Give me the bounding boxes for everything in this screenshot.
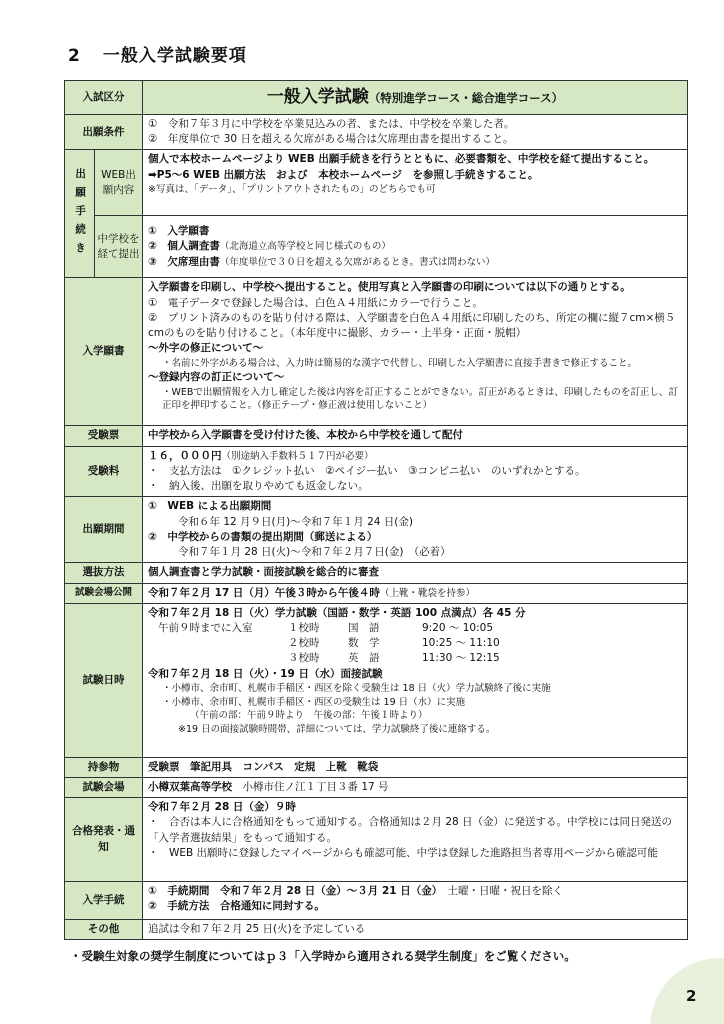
period-1-title: ① WEB による出願期間 [148, 500, 272, 513]
label-juken: 受験票 [65, 426, 143, 446]
condition-2: ② 年度単位で 30 日を超える欠席がある場合は欠席理由書を提出すること。 [148, 133, 514, 146]
nichiji-line-2: 令和７年２月 18 日（火）・19 日（水）面接試験 [148, 667, 383, 680]
row-gansho [65, 278, 688, 426]
row-jouken [65, 115, 688, 150]
goukaku-line-1: 令和７年２月 28 日（金）９時 [148, 801, 296, 814]
label-koukai: 試験会場公開 [65, 583, 143, 603]
row-web [65, 150, 688, 216]
nichiji-line-1: 令和７年２月 18 日（火）学力試験（国語・数学・英語 100 点満点）各 45 分 [148, 606, 526, 619]
period-time: 10:25 ～ 11:10 [422, 637, 500, 650]
goukaku-line-3: ・ WEB 出願時に登録したマイページからも確認可能、中学は登録した進路担当者専用ページから確認可能 [148, 846, 658, 859]
period-label: ２校時 [288, 637, 320, 650]
koukai-note: （上靴・靴袋を持参） [379, 587, 475, 599]
senbatsu-text: 個人調査書と学力試験・面接試験を総合的に審査 [143, 563, 688, 583]
nyugaku-line-2: ② 手続方法 合格通知に同封する。 [148, 900, 325, 913]
row-nyugaku [65, 882, 688, 920]
exam-type-title: 一般入学試験 [266, 87, 369, 108]
nichiji-line-5: （午前の部：午前９時より 午後の部：午後１時より） [190, 710, 428, 722]
row-ryou [65, 446, 688, 497]
doc-3-note: （年度単位で３０日を超える欠席があるとき。書式は問わない） [219, 256, 496, 268]
goukaku-line-2: ・ 合否は本人に合格通知をもって通知する。合格通知は２月 28 日（金）に発送する。中学校には同日発送の「入学者選抜結果」をもって通知する。 [148, 816, 673, 844]
nichiji-line-3: ・小樽市、余市町、札幌市手稲区・西区を除く受験生は 18 日（火）学力試験終了後に実施 [162, 682, 551, 694]
period-2-title: ② 中学校からの書類の提出期間（郵送による） [148, 530, 378, 543]
gansho-line-1: 入学願書を印刷し、中学校へ提出すること。使用写真と入学願書の印刷については以下の通りとする。 [148, 281, 631, 294]
exam-requirements-table [64, 80, 688, 940]
label-web: WEB出願内容 [95, 150, 143, 216]
nyugaku-line-1: ① 手続期間 令和７年２月 28 日（金）～３月 21 日（金） [148, 885, 437, 898]
gansho-line-6: ～登録内容の訂正について～ [148, 371, 285, 384]
row-juken [65, 426, 688, 446]
sonota-text: 追試は令和７年２月 25 日(火)を予定している [143, 920, 688, 940]
fee-line-2: ・ 支払方法は ①クレジット払い ②ペイジー払い ③コンビニ払い のいずれかとする。 [148, 464, 586, 477]
juken-text: 中学校から入学願書を受け付けた後、本校から中学校を通して配付 [143, 426, 688, 446]
row-jisan [65, 757, 688, 777]
section-title: 一般入学試験要項 [102, 46, 247, 66]
label-gansho: 入学願書 [65, 278, 143, 426]
condition-1: ① 令和７年３月に中学校を卒業見込みの者、または、中学校を卒業した者。 [148, 118, 515, 130]
nichiji-line-4: ・小樽市、余市町、札幌市手稲区・西区の受験生は 19 日（水）に実施 [162, 696, 466, 708]
label-jouken: 出願条件 [65, 115, 143, 150]
web-line-1: 個人で本校ホームページより WEB 出願手続きを行うとともに、必要書類を、中学校を経て提出すること。 [148, 153, 655, 166]
label-nyugaku: 入学手続 [65, 882, 143, 920]
row-kikan [65, 497, 688, 563]
label-goukaku: 合格発表・通知 [65, 798, 143, 882]
nyugaku-line-1-note: 土曜・日曜・祝日を除く [447, 885, 563, 898]
period-time: 11:30 ～ 12:15 [422, 652, 500, 665]
period-subject: 数 学 [348, 637, 380, 650]
period-1-dates: 令和６年 12 月９日(月)～令和７年１月 24 日(金) [178, 515, 413, 528]
period-schedule [288, 621, 542, 667]
period-row [288, 651, 542, 666]
label-school-submit: 中学校を経て提出 [95, 216, 143, 278]
row-koukai [65, 583, 688, 603]
period-subject: 英 語 [348, 652, 380, 665]
row-sonota [65, 920, 688, 940]
period-row [288, 621, 542, 636]
label-kubun: 入試区分 [65, 81, 143, 115]
entry-time: 午前９時までに入室 [158, 621, 253, 634]
gansho-line-3: ② プリント済みのものを貼り付ける際は、入学願書を白色Ａ４用紙に印刷したのち、所定の欄に縦７cm×横５cmのものを貼り付けること。（本年度中に撮影、カラー・上半身・正面・脱帽） [148, 311, 676, 340]
section-number: 2 [68, 46, 81, 66]
row-goukaku [65, 798, 688, 882]
label-tetsuzuki: 出願手続き [74, 167, 87, 261]
nichiji-line-6: ※19 日の面接試験時間帯、詳細については、学力試験終了後に連絡する。 [178, 724, 496, 736]
period-2-dates: 令和７年１月 28 日(火)～令和７年２月７日(金) （必着） [178, 545, 451, 558]
gansho-line-5: ・名前に外字がある場合は、入力時は簡易的な漢字で代替し、印刷した入学願書に直接手書きで修正すること。 [162, 357, 638, 369]
venue-address: 小樽市住ノ江１丁目３番 17 号 [242, 780, 389, 793]
fee-note: （別途納入手数料５１７円が必要） [221, 450, 374, 462]
page-number: 2 [686, 987, 697, 1005]
label-kaijou: 試験会場 [65, 777, 143, 797]
doc-1: ① 入学願書 [148, 225, 210, 238]
gansho-line-2: ① 電子データで登録した場合は、白色Ａ４用紙にカラーで行うこと。 [148, 296, 483, 309]
row-kubun [65, 81, 688, 115]
period-row [288, 636, 542, 651]
row-kaijou [65, 777, 688, 797]
label-kikan: 出願期間 [65, 497, 143, 563]
footer-note: ・受験生対象の奨学生制度についてはｐ３「入学時から適用される奨学生制度」をご覧ください。 [70, 949, 576, 963]
doc-3: ③ 欠席理由書 [148, 255, 220, 268]
gansho-line-4: ～外字の修正について～ [148, 342, 264, 355]
doc-2-note: （北海道立高等学校と同じ様式のもの） [219, 241, 391, 253]
web-line-3: ※写真は、「データ」、「プリントアウトされたもの」のどちらでも可 [148, 183, 436, 195]
row-nichiji [65, 603, 688, 757]
period-label: ３校時 [288, 652, 320, 665]
label-jisan: 持参物 [65, 757, 143, 777]
fee-line-3: ・ 納入後、出願を取りやめても返金しない。 [148, 480, 369, 493]
period-subject: 国 語 [348, 621, 380, 634]
fee-amount: １６，０００円 [148, 449, 222, 462]
label-sonota: その他 [65, 920, 143, 940]
section-heading [68, 44, 247, 69]
row-senbatsu [65, 563, 688, 583]
venue-name: 小樽双葉高等学校 [148, 780, 232, 793]
period-time: 9:20 ～ 10:05 [422, 621, 494, 634]
web-line-2: ➡P5～6 WEB 出願方法 および 本校ホームページ を参照し手続きすること。 [148, 168, 539, 181]
row-school-submit [65, 216, 688, 278]
doc-2: ② 個人調査書 [148, 240, 220, 253]
koukai-text: 令和７年２月 17 日（月）午後３時から午後４時 [148, 586, 380, 599]
period-label: １校時 [288, 621, 320, 634]
jisan-text: 受験票 筆記用具 コンパス 定規 上靴 靴袋 [143, 757, 688, 777]
label-ryou: 受験料 [65, 446, 143, 497]
exam-type-courses: （特別進学コース・総合進学コース） [368, 91, 564, 106]
label-nichiji: 試験日時 [65, 603, 143, 757]
label-senbatsu: 選抜方法 [65, 563, 143, 583]
gansho-line-7: ・WEBで出願情報を入力し確定した後は内容を訂正することができない。訂正があるときは、印刷したものを訂正し、訂正印を押印すること。（修正テープ・修正液は使用しないこと） [162, 386, 678, 412]
